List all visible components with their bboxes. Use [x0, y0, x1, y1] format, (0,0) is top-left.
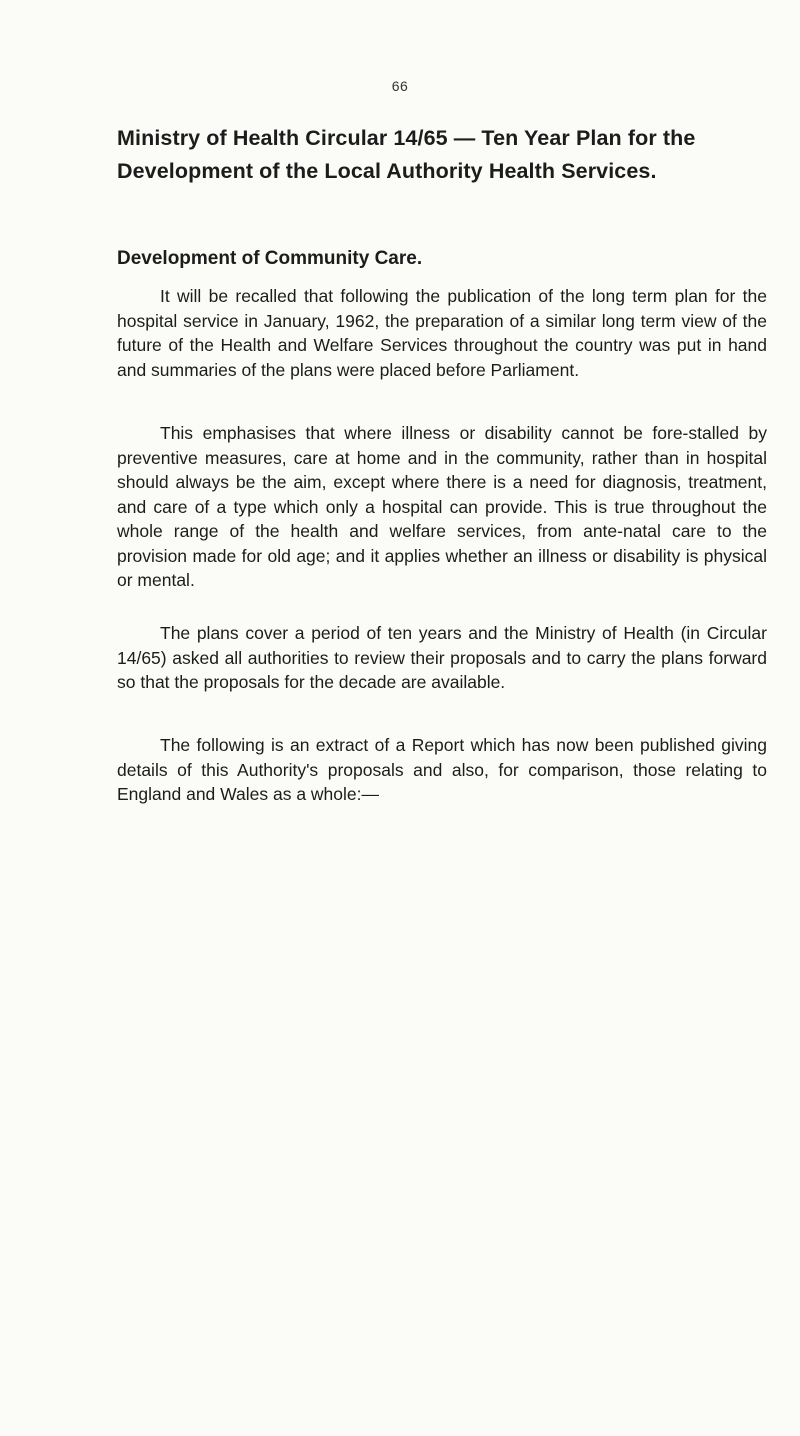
page-number: 66	[391, 78, 409, 94]
paragraph-ten-year-period: The plans cover a period of ten years and the Ministry of Health (in Circular 14/65) asked all authorities to review their proposals and to carry the plans forward so that the proposals for the decade are available.	[117, 623, 767, 692]
paragraph-report-extract: The following is an extract of a Report which has now been published giving details of this Authority's proposals and also, for comparison, those relating to England and Wales as a whole:—	[117, 735, 767, 804]
section-heading: Development of Community Care.	[117, 248, 423, 269]
paragraph-long-term-plan: It will be recalled that following the publication of the long term plan for the hospital service in January, 1962, the preparation of a similar long term view of the future of the Health and Welfare Services throughout the country was put in hand and summaries of the plans were placed before Parliament.	[117, 286, 767, 380]
circular-heading	[117, 122, 757, 188]
circular-heading-line-1: Ministry of Health Circular 14/65 — Ten Year Plan for the	[117, 126, 696, 150]
circular-heading-line-2: Development of the Local Authority Health Services.	[117, 159, 657, 183]
paragraph-community-care-aim: This emphasises that where illness or disability cannot be fore-stalled by preventive measures, care at home and in the community, rather than in hospital should always be the aim, except where there is a need for diagnosis, treatment, and care of a type which only a hospital can provide. This is true throughout the whole range of the health and welfare services, from ante-natal care to the provision made for old age; and it applies whether an illness or disability is physical or mental.	[117, 423, 767, 590]
